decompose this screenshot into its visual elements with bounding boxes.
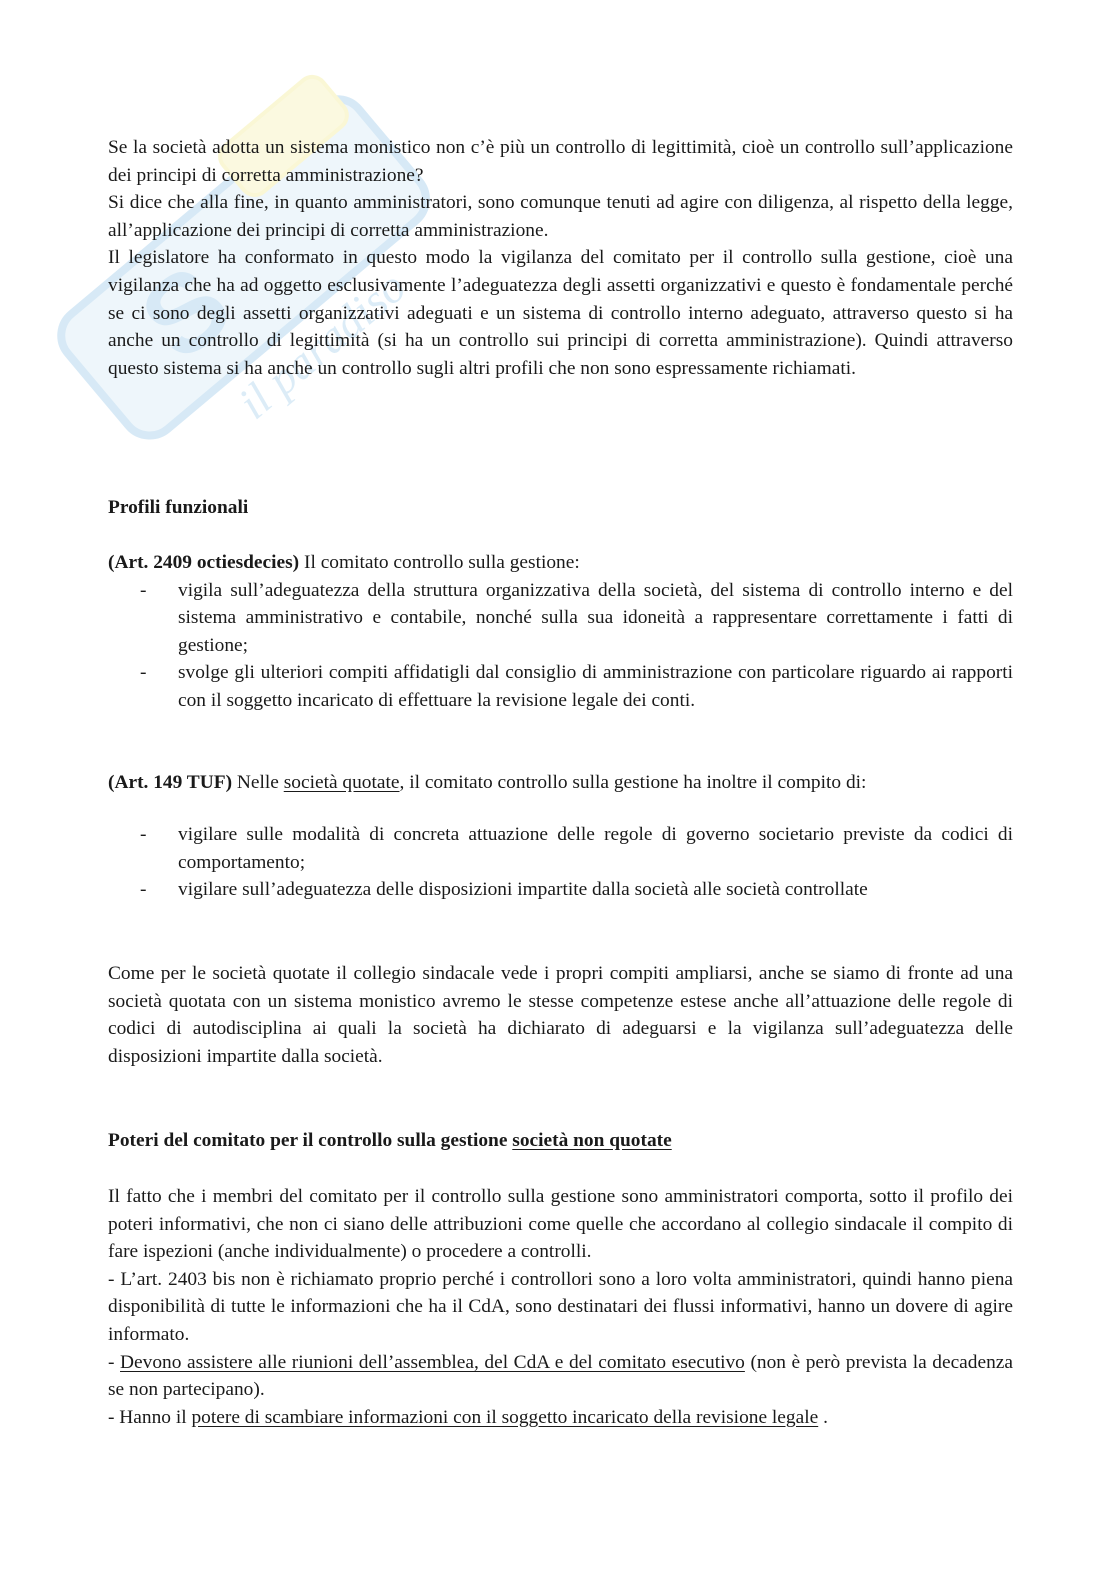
text: - Hanno il — [108, 1406, 192, 1428]
list-item: - svolge gli ulteriori compiti affidatigli dal consiglio di amministrazione con particolare riguardo ai rapporti con il soggetto incaricato di effettuare la revisione legale dei conti. — [108, 659, 1013, 714]
section-profili-funzionali — [108, 494, 1013, 522]
poteri-paragraph-2: - L’art. 2403 bis non è richiamato proprio perché i controllori sono a loro volta amministratori, quindi hanno piena disponibilità di tutte le informazioni che ha il CdA, sono destinatari dei flussi informativi, hanno un dovere di agire informato. — [108, 1268, 1013, 1345]
heading-text: Poteri del comitato per il controllo sulla gestione — [108, 1130, 513, 1151]
poteri-paragraph-1: Il fatto che i membri del comitato per il controllo sulla gestione sono amministratori comporta, sotto il profilo dei poteri informativi, che non ci siano delle attribuzioni come quelle che accordano al collegio sindacale il compito di fare ispezioni (anche individualmente) o procedere a controlli. — [108, 1186, 1013, 1263]
text: - — [108, 1351, 121, 1373]
underlined-text: potere di scambiare informazioni con il soggetto incaricato della revisione legale — [191, 1406, 819, 1428]
art-text: Nelle — [232, 772, 284, 793]
quotate-paragraph-block — [108, 960, 1013, 1070]
poteri-paragraph-3 — [108, 1349, 1013, 1404]
underlined-term: società quotate — [283, 772, 400, 793]
list-item: - vigila sull’adeguatezza della struttura organizzativa della società, del sistema di controllo interno e del sistema amministrativo e contabile, nonché sulla sua idoneità a rappresentare correttamente i fatti di gestione; — [108, 577, 1013, 660]
heading-underlined: società non quotate — [512, 1130, 672, 1151]
poteri-paragraph-4 — [108, 1404, 1013, 1432]
poteri-body — [108, 1183, 1013, 1431]
intro-paragraph-1: Se la società adotta un sistema monistico non c’è più un controllo di legittimità, cioè un controllo sull’applicazione dei principi di corretta amministrazione? — [108, 137, 1013, 186]
quotate-paragraph: Come per le società quotate il collegio sindacale vede i propri compiti ampliarsi, anche se siamo di fronte ad una società quotata con un sistema monistico avremo le stesse competenze estese anche all’attuazione delle regole di codici di autodisciplina ai quali la società ha dichiarato di adeguarsi e la vigilanza sull’adeguatezza delle disposizioni impartite dalla società. — [108, 963, 1013, 1067]
underlined-text: Devono assistere alle riunioni dell’assemblea, del CdA e del comitato esecutivo — [120, 1351, 745, 1373]
art-reference: (Art. 2409 octiesdecies) — [108, 552, 300, 573]
section-poteri — [108, 1127, 1013, 1155]
intro-block — [108, 134, 1013, 382]
art-text: , il comitato controllo sulla gestione ha inoltre il compito di: — [399, 772, 867, 793]
text: . — [818, 1406, 828, 1428]
text: (non è però prevista la decadenza se non partecipano). — [108, 1351, 1013, 1401]
section-heading: Profili funzionali — [108, 497, 249, 518]
list-item: - vigilare sulle modalità di concreta attuazione delle regole di governo societario previste da codici di comportamento; — [108, 821, 1013, 876]
svg-text:S: S — [118, 241, 254, 384]
art-2409-intro — [108, 549, 1013, 577]
art-reference: (Art. 149 TUF) — [108, 772, 233, 793]
section-heading — [108, 1127, 1013, 1155]
intro-paragraph-2: Si dice che alla fine, in quanto amministratori, sono comunque tenuti ad agire con diligenza, al rispetto della legge, all’applicazione dei principi di corretta amministrazione. — [108, 192, 1013, 241]
art-2409-list — [108, 577, 1013, 715]
art-text: Il comitato controllo sulla gestione: — [299, 552, 580, 573]
art-149-list — [108, 821, 1013, 904]
intro-paragraph-3: Il legislatore ha conformato in questo modo la vigilanza del comitato per il controllo sulla gestione, cioè una vigilanza che ha ad oggetto esclusivamente l’adeguatezza degli assetti organizzativi e questo è fondamentale perché se ci sono degli assetti organizzativi adeguati e un sistema di controllo interno adeguato, attraverso questo si ha anche un controllo di legittimità (si ha un controllo sui principi di corretta amministrazione). Quindi attraverso questo sistema si ha anche un controllo sugli altri profili che non sono espressamente richiamati. — [108, 247, 1013, 379]
art-2409-block — [108, 549, 1013, 715]
art-149-block — [108, 769, 1013, 797]
svg-text:il paradiso: il paradiso — [228, 260, 416, 429]
art-149-intro — [108, 769, 1013, 797]
list-item: - vigilare sull’adeguatezza delle disposizioni impartite dalla società alle società controllate — [108, 876, 1013, 904]
art-149-list-block — [108, 821, 1013, 904]
